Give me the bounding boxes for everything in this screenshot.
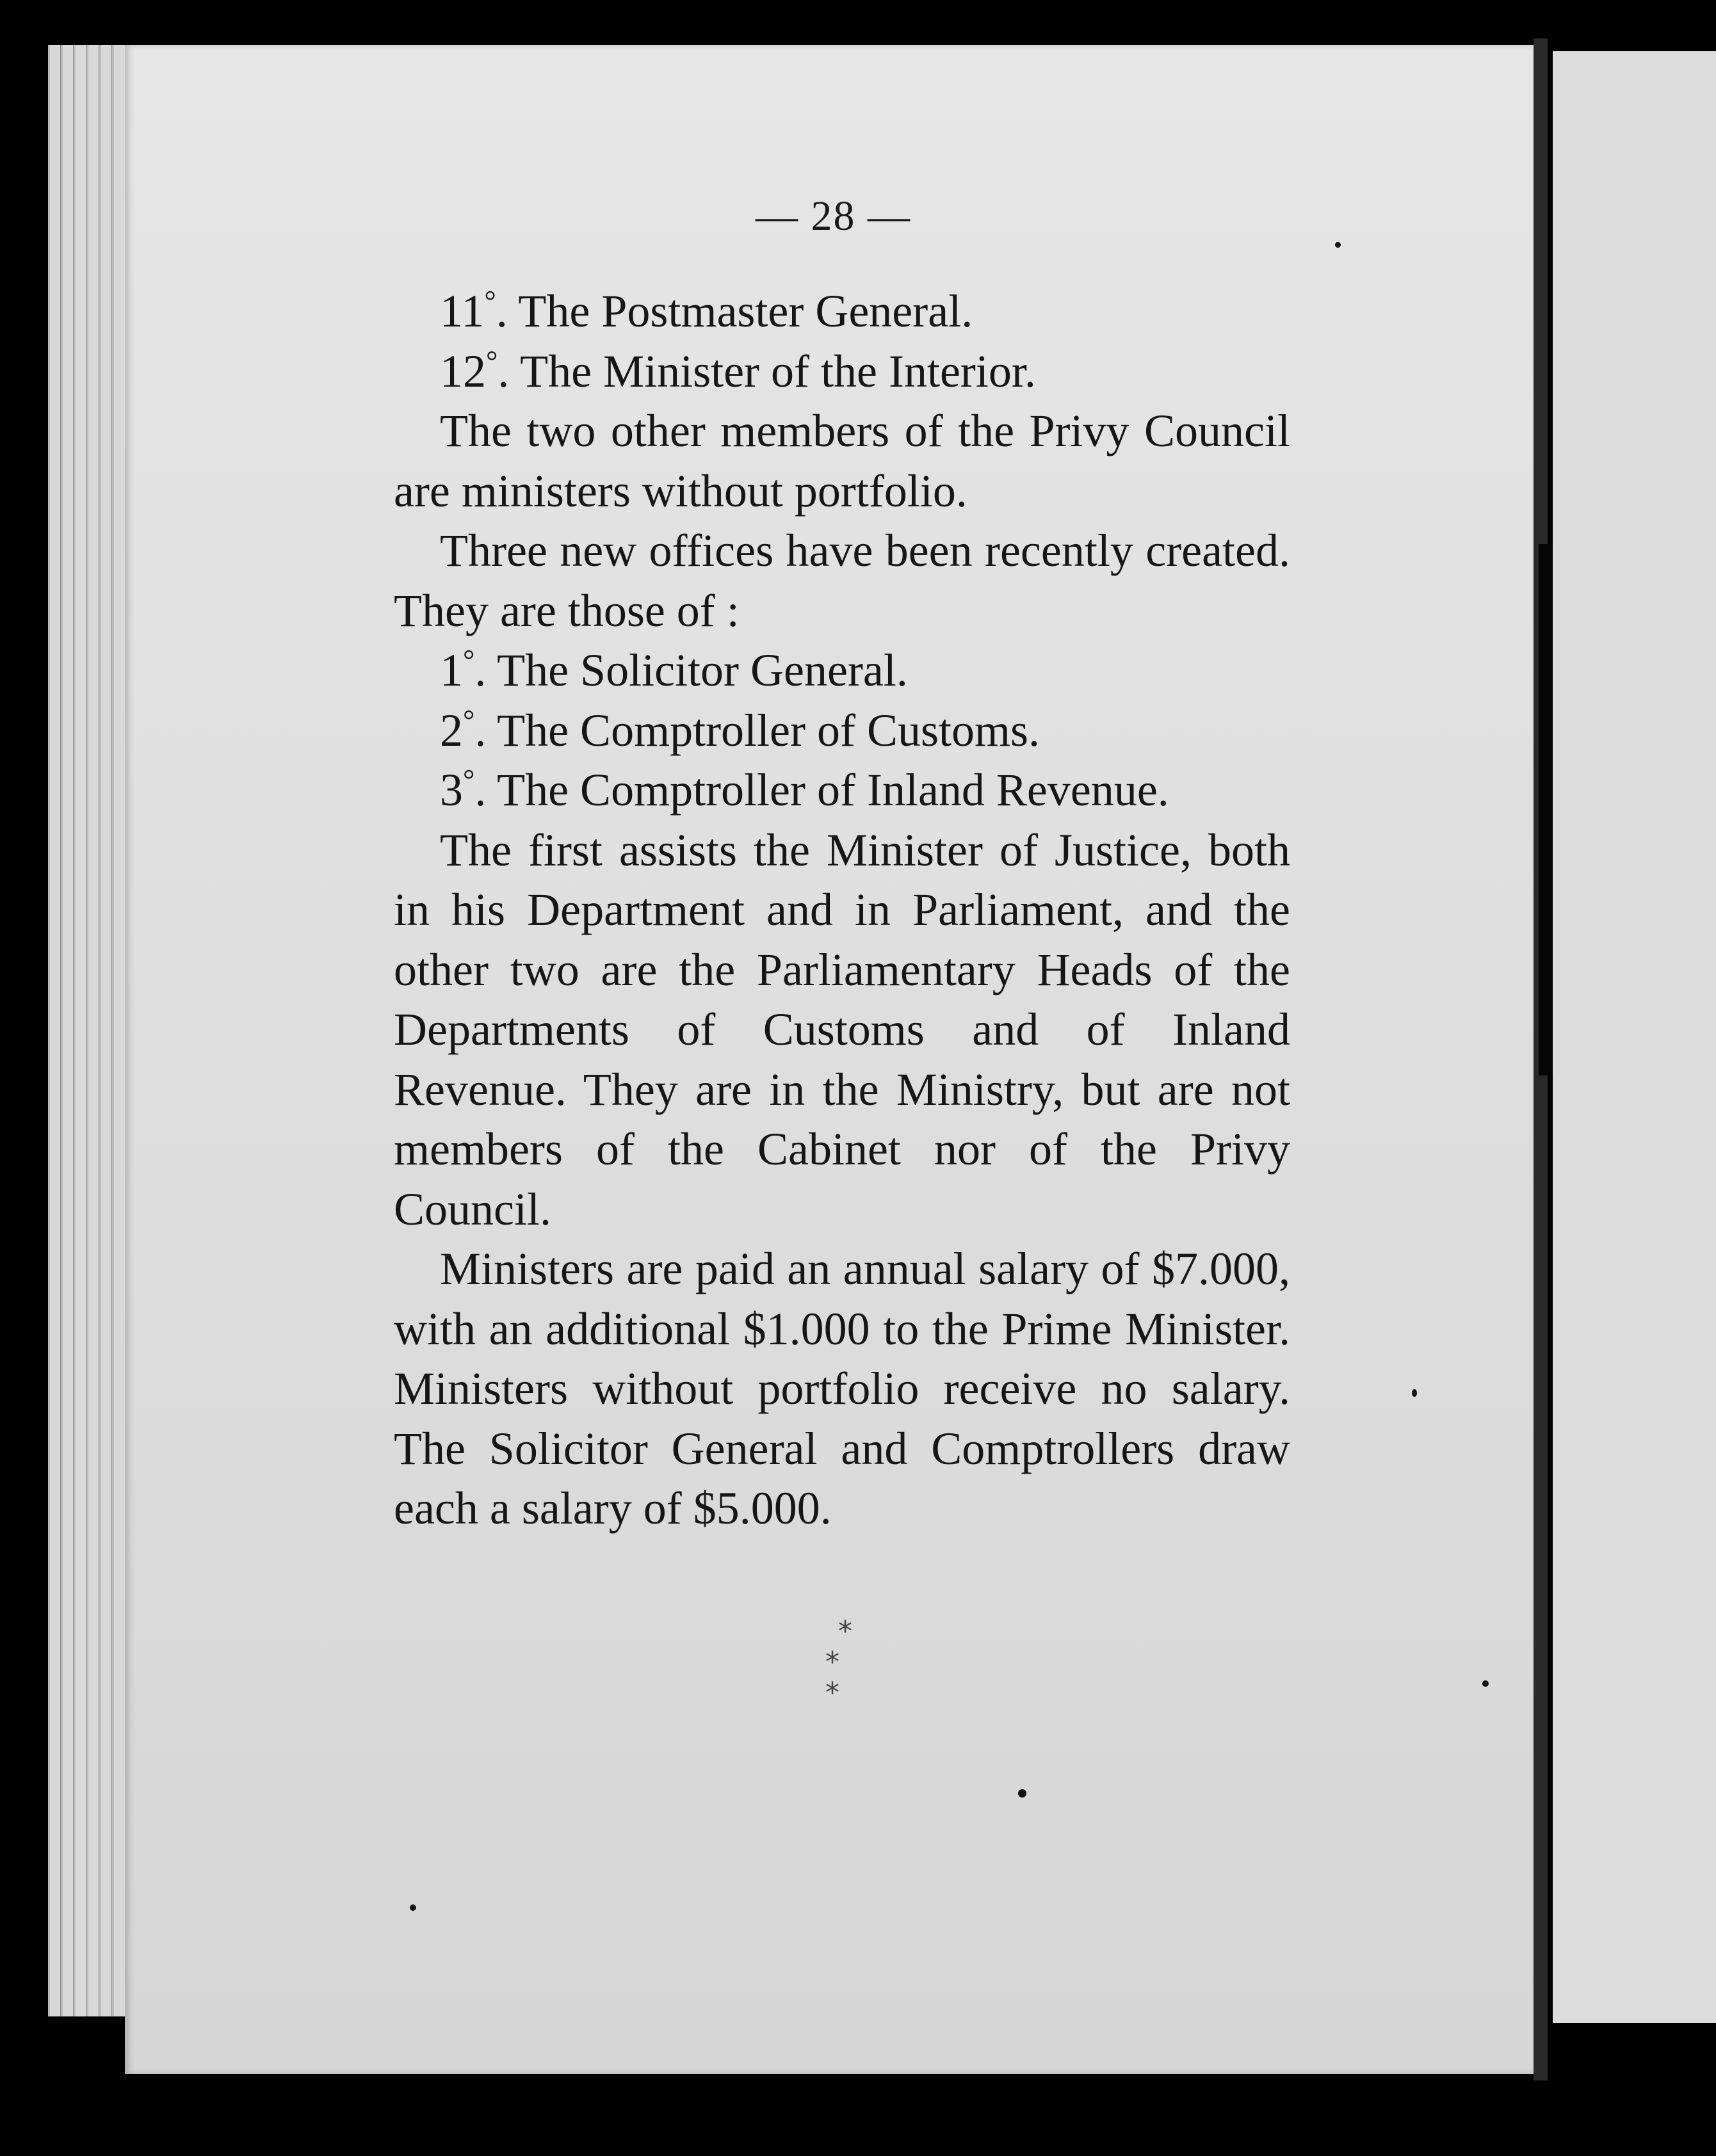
list-item: 12°. The Minister of the Interior. [440,344,1036,397]
page-edge [99,45,113,2016]
list-item: 1°. The Solicitor General. [440,643,908,696]
paragraph: Three new offices have been recently created. They are those of : [394,525,1290,636]
scan-speck [1482,1680,1489,1687]
page-edge [74,45,87,2016]
scan-speck [1412,1389,1417,1397]
scan-speck [1335,242,1341,248]
page-number: — 28 — [756,193,911,239]
list-item: 2°. The Comptroller of Customs. [440,703,1040,756]
ornament-top: * [838,1615,852,1648]
list-item: 3°. The Comptroller of Inland Revenue. [440,763,1169,816]
facing-page [1553,51,1716,2023]
body-text [394,282,1290,1539]
ornament-bottom: * * [825,1646,865,1709]
paragraph: Ministers are paid an annual salary of $7.000, with an additional $1.000 to the Prime Minister. Ministers without portfolio receive no salary. The Solicitor General and Comptrollers draw each a salary of $5.000. [394,1243,1290,1534]
paragraph: The first assists the Minister of Justice, both in his Department and in Parliament, and the other two are the Parliamentary Heads of the Departments of Customs and of Inland Revenue. They are in the Ministry, but are not members of the Cabinet nor of the Privy Council. [394,824,1290,1235]
page-edge [86,45,100,2016]
list-item: 11°. The Postmaster General. [440,284,973,337]
scan-speck [1018,1789,1026,1798]
asterism-ornament [797,1616,893,1709]
paragraph: The two other members of the Privy Council are ministers without portfolio. [394,405,1290,517]
page-edge [61,45,74,2016]
page-edge [48,45,61,2016]
scan-speck [410,1904,416,1911]
